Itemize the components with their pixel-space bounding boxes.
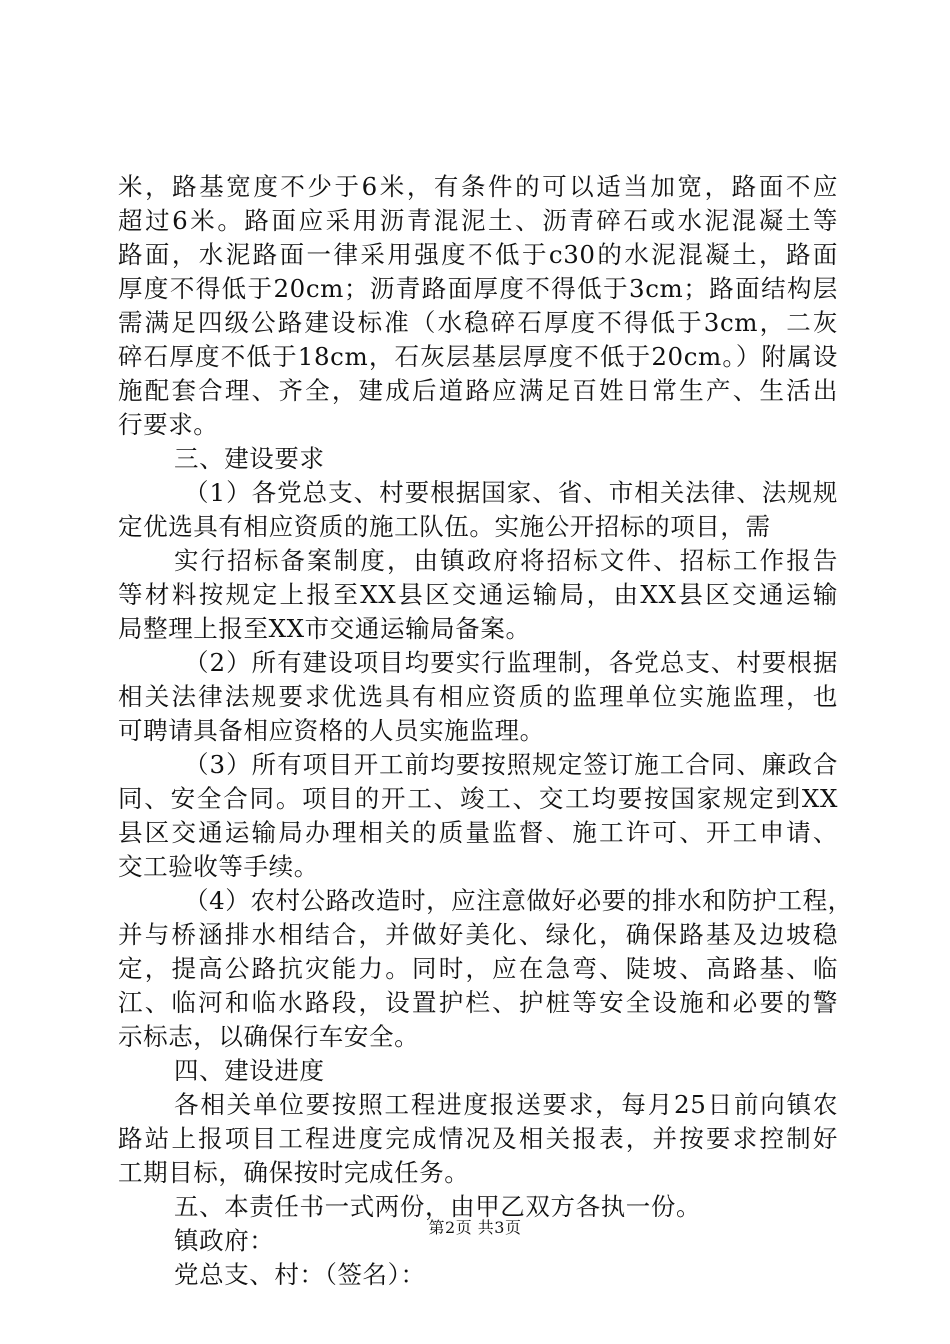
page-number-footer: 第2页 共3页: [428, 1218, 522, 1237]
text-line: 超过6米。路面应采用沥青混泥土、沥青碎石或水泥混凝土等: [118, 206, 838, 235]
text-line: 厚度不得低于20cm；沥青路面厚度不得低于3cm；路面结构层: [118, 274, 838, 303]
text-line: 路站上报项目工程进度完成情况及相关报表，并按要求控制好: [118, 1124, 838, 1153]
text-line: 可聘请具备相应资格的人员实施监理。: [118, 716, 545, 745]
text-line: 定，提高公路抗灾能力。同时，应在急弯、陡坡、高路基、临: [118, 954, 838, 983]
text-line: （2）所有建设项目均要实行监理制，各党总支、村要根据: [184, 648, 838, 677]
section-heading: 三、建设要求: [174, 444, 325, 473]
text-line: 局整理上报至XX市交通运输局备案。: [118, 614, 531, 643]
text-line: 五、本责任书一式两份，由甲乙双方各执一份。: [174, 1192, 702, 1221]
text-line: 同、安全合同。项目的开工、竣工、交工均要按国家规定到XX: [118, 784, 838, 813]
text-line: 定优选具有相应资质的施工队伍。实施公开招标的项目，需: [118, 512, 771, 541]
text-line: 路面，水泥路面一律采用强度不低于c30的水泥混凝土，路面: [118, 240, 838, 269]
text-line: 县区交通运输局办理相关的质量监督、施工许可、开工申请、: [118, 818, 838, 847]
text-line: 米，路基宽度不少于6米，有条件的可以适当加宽，路面不应: [118, 172, 838, 201]
text-line: （1）各党总支、村要根据国家、省、市相关法律、法规规: [184, 478, 838, 507]
text-line: 实行招标备案制度，由镇政府将招标文件、招标工作报告: [174, 546, 838, 575]
text-line: 等材料按规定上报至XX县区交通运输局，由XX县区交通运输: [118, 580, 838, 609]
text-line: 江、临河和临水路段，设置护栏、护桩等安全设施和必要的警: [118, 988, 838, 1017]
section-heading: 四、建设进度: [174, 1056, 325, 1085]
signature-label-town: 镇政府：: [174, 1226, 275, 1255]
text-line: （4）农村公路改造时，应注意做好必要的排水和防护工程，: [184, 886, 853, 915]
text-line: 碎石厚度不低于18cm，石灰层基层厚度不低于20cm。）附属设: [118, 342, 838, 371]
text-line: （3）所有项目开工前均要按照规定签订施工合同、廉政合: [184, 750, 838, 779]
text-line: 需满足四级公路建设标准（水稳碎石厚度不得低于3cm，二灰: [118, 308, 838, 337]
text-line: 交工验收等手续。: [118, 852, 319, 881]
text-line: 各相关单位要按照工程进度报送要求，每月25日前向镇农: [174, 1090, 838, 1119]
text-line: 行要求。: [118, 410, 219, 439]
text-line: 工期目标，确保按时完成任务。: [118, 1158, 470, 1187]
text-line: 施配套合理、齐全，建成后道路应满足百姓日常生产、生活出: [118, 376, 838, 405]
text-line: 示标志，以确保行车安全。: [118, 1022, 420, 1051]
body-text: [118, 170, 853, 1292]
text-line: 并与桥涵排水相结合，并做好美化、绿化，确保路基及边坡稳: [118, 920, 838, 949]
text-line: 相关法律法规要求优选具有相应资质的监理单位实施监理，也: [118, 682, 838, 711]
signature-label-village: 党总支、村：（签名）：: [174, 1260, 426, 1289]
